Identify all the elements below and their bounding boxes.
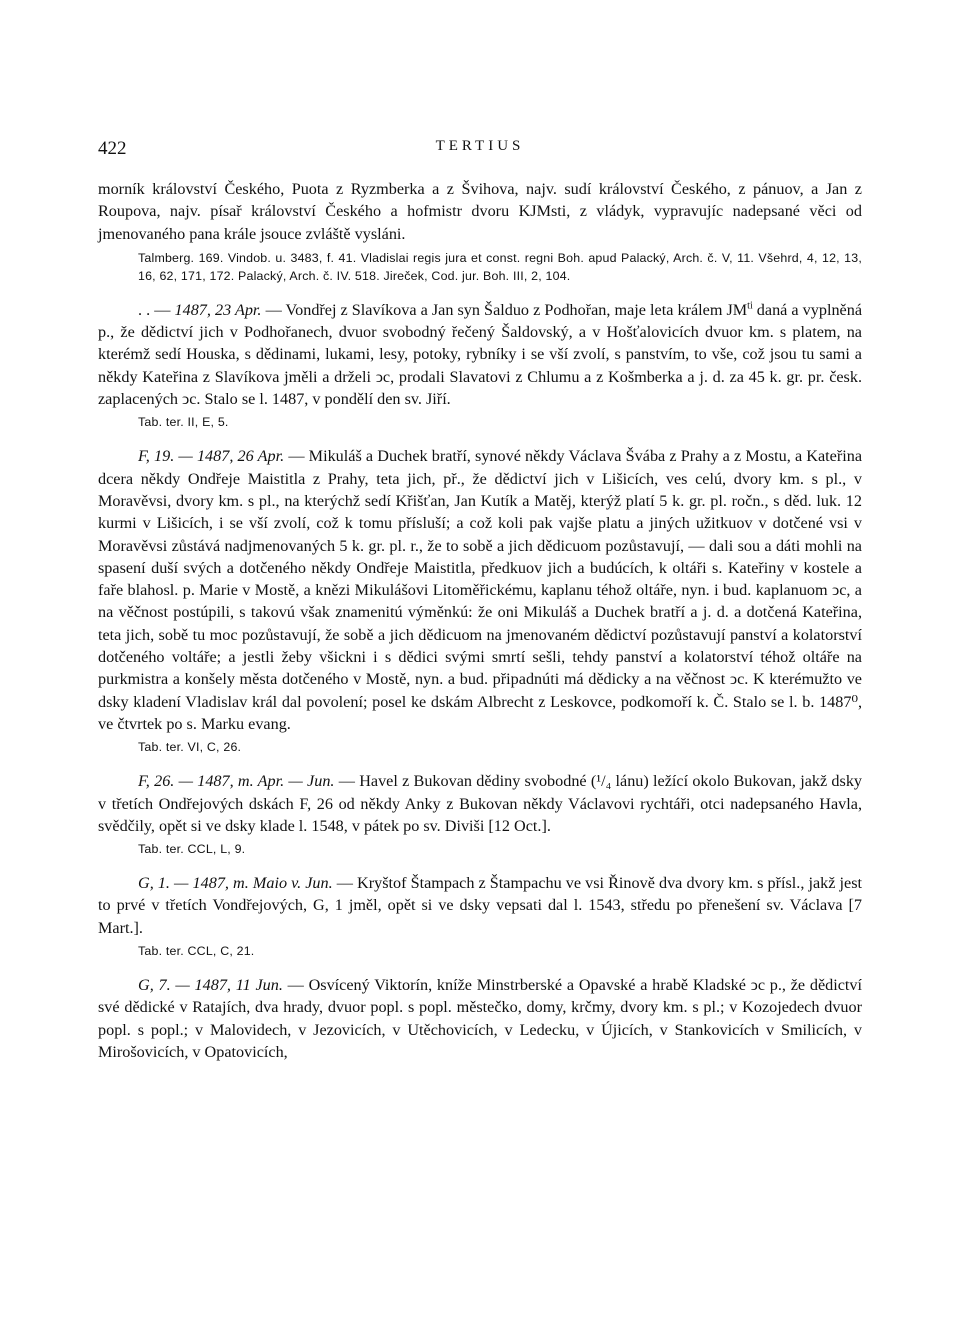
page-body — [98, 178, 862, 1063]
entry-paragraph — [98, 770, 862, 837]
entry-f26-1487-apr-jun — [98, 770, 862, 858]
page-header — [98, 138, 862, 166]
source-citation: Tab. ter. CCL, L, 9. — [138, 842, 246, 857]
source-citation: Tab. ter. II, E, 5. — [138, 415, 229, 430]
running-title: TERTIUS — [435, 138, 525, 154]
entry-text: — Kryštof Štampach z Štampachu ve vsi Řinově dva dvory km. s přísl., jakž jest to prvé v třetích Vondřejových, G, 1 jměl, opět si ve dsky vepsati dal l. 1543, středu po přenešení sv. Václava [7 Mart.]. — [98, 874, 862, 937]
entry-heading: F, 26. — 1487, m. Apr. — Jun. — [138, 772, 335, 791]
entry-heading: 1487, 23 Apr. — [174, 300, 262, 319]
superscript: ti — [747, 300, 753, 312]
entry-paragraph — [98, 974, 862, 1063]
entry-text-continued: daná a vyplněná p., že dědictví jich v Podhořanech, dvuor svobodný řečený Šaldovský, a v Hošťalovicích dvuor km. s platem, na kterémž sedí Houska, s dědinami, lukami, lesy, potoky, rybníky i se vší zvolí, s panstvím, to vše, což jsou tu sami a někdy Kateřina z Slavíkova jměli a drželi ↄc, prodali Slavatovi z Chlumu a z Košmberka a j. d. za 45 k. gr. pr. česk. zaplacených ↄc. Stalo se l. 1487, v pondělí den sv. Jiří. — [98, 300, 863, 409]
entry-text: — Havel z Bukovan dědiny svobodné (¹/₄ lánu) ležící okolo Bukovan, jakž dsky v třetích Ondřejových dskách F, 26 od někdy Anky z Bukovan někdy Václavovi rychtáři, otci nadepsaného Havla, svědčily, opět si ve dsky klade l. 1548, v pátek po sv. Diviši [12 Oct.]. — [98, 772, 863, 835]
entry-f19-1487-26-apr — [98, 445, 862, 756]
source-citation: Tab. ter. VI, C, 26. — [138, 740, 242, 755]
entry-g1-1487-maio-jun — [98, 872, 862, 960]
entry-1487-23-apr — [98, 299, 862, 431]
entry-heading: F, 19. — 1487, 26 Apr. — [138, 447, 285, 466]
entry-paragraph — [98, 299, 862, 410]
source-citation: Talmberg. 169. Vindob. u. 3483, f. 41. Vladislai regis jura et const. regni Boh. apud Palacký, Arch. č. V, 11. Všehrd, 4, 12, 13, 16, 62, 171, 172. Palacký, Arch. č. IV. 518. Jireček, Cod. jur. Boh. III, 2, 104. — [138, 250, 862, 283]
entry-prefix: . . — — [138, 300, 171, 319]
entry-paragraph — [98, 445, 862, 735]
source-citation: Tab. ter. CCL, C, 21. — [138, 944, 255, 959]
entry-heading: G, 1. — 1487, m. Maio v. Jun. — [138, 874, 333, 893]
entry-g7-1487-11-jun — [98, 974, 862, 1063]
page-number: 422 — [98, 138, 127, 159]
entry-paragraph — [98, 872, 862, 939]
intro-paragraph: morník království Českého, Puota z Ryzmberka a z Švihova, najv. sudí království Českého, z pánuov, a Jan z Roupova, najv. písař království Českého a hofmistr dvoru KJMsti, z vládyk, vypravujíc nadepsané věci od jmenovaného pana krále jsouce zvláště vysláni. — [98, 180, 862, 243]
entry-text: — Osvícený Viktorín, kníže Minstrberské a Opavské a hrabě Kladské ↄc p., že dědictví své dědické v Ratajích, dva hrady, dvuor popl. s popl. městečko, domy, krčmy, dvory km. s pl.; v Kozojedech dvuor popl. s popl.; v Malovidech, v Jezovicích, v Utěchovicích, v Ledecku, v Újicích, v Stankovicích v Smilicích, v Mirošovicích, v Opatovicích, — [98, 976, 862, 1061]
entry-text: — Mikuláš a Duchek bratří, synové někdy Václava Švába z Prahy a z Mostu, a Kateřina dcera někdy Ondřeje Maistitla z Prahy, teta jich, př., že dědictví jich v Lišicích, ves celú, dvory km. s pl., v Moravěvsi, dvory km. s pl., na kterýchž sedí Křišťan, Jan Kutík a Matěj, kterýž platí 5 k. gr. pl. ročn., s děd. luk. 12 kurmi v Lišicích, i se vší zvolí, což k tomu přísluší; a což koli pak vajše platu a jiných užitkuov v dotčené vsi v Moravěvsi zůstává nadjmenovaných 5 k. gr. pl. r., že to sobě a jich dědicuom pozůstavují, — dali sou a dáti mohli na spasení duší svých a dotčeného někdy Ondřeje Maistitla, předkuov jich a budúcích, k oltáři s. Kateřiny v kostele a faře blahosl. p. Marie v Mostě, a knězi Mikulášovi Litoměřickému, kaplanu téhož oltáře, nyn. i bud. kaplanuom ↄc, a na věčnost postúpili, s takovú však znamenitú výměnkú: že oni Mikuláš a Duchek bratří a j. d. a dotčená Kateřina, teta jich, sobě tu moc pozůstavují, že sobě a jich dědicuom na jmenovaném dědictví pozůstavují panství a kolatorství dotčeného voltáře; a jestli žeby všickni i s dědici svými smrtí sešli, tehdy panství a kolatorství téhož oltáře na purkmistra a konšely města dotčeného v Mostě, nyn. a bud. připadnúti má dědicky a na věčnost ↄc. K kterémužto ve dsky kladení Vladislav král dal povolení; posel ke dskám Albrecht z Leskovce, podkomoří k. Č. Stalo se l. b. 1487⁰, ve čtvrtek po s. Marku evang. — [98, 447, 863, 733]
entry-text: — Vondřej z Slavíkova a Jan syn Šalduo z Podhořan, maje leta králem JM — [265, 300, 748, 319]
entry-heading: G, 7. — 1487, 11 Jun. — [138, 976, 283, 995]
